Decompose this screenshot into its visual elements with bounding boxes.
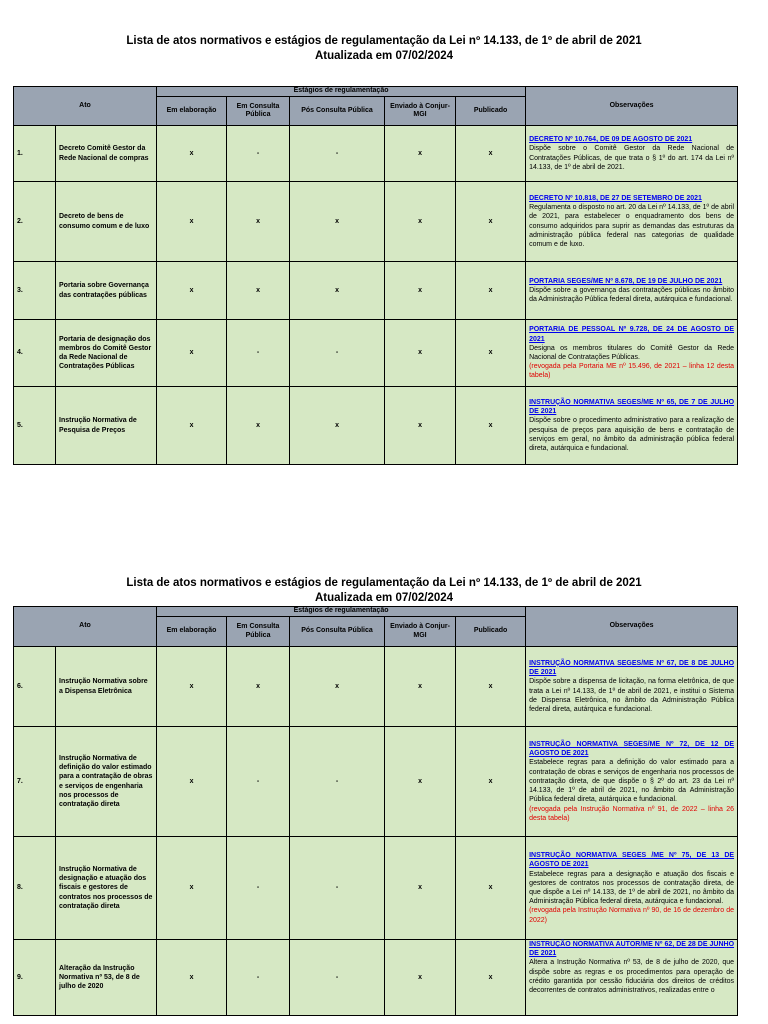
table-row <box>14 320 738 387</box>
stage-mark: x <box>385 387 456 465</box>
stage-mark: - <box>290 940 385 1016</box>
stage-mark: x <box>157 837 227 940</box>
observation-text: Regulamenta o disposto no art. 20 da Lei nº 14.133, de 1º de abril de 2021, para estabelecer o enquadramento dos bens de consumo adquiridos para suprir as demandas das estruturas da administração pública federal nas categorias de qualidade comum e de luxo. <box>529 204 735 248</box>
observation-cell <box>526 647 738 727</box>
stage-mark: x <box>157 940 227 1016</box>
observation-text: Estabelece regras para a designação e atuação dos fiscais e gestores de contratos nos processos de contratação direta, de que dispõe a Lei nº 14.133, de 1º de abril de 2021, no âmbito da Administração Pública federal direta, autárquica e fundacional. <box>529 870 735 906</box>
stage-mark: x <box>290 182 385 262</box>
observation-text: Altera a Instrução Normativa nº 53, de 8 de julho de 2020, que dispõe sobre as regras e os procedimentos para operação de crédito garantida por cessão fiduciária dos direitos de créditos decorrentes de contratos administrativos, realizadas entre o <box>529 959 735 995</box>
regulation-table-1 <box>13 86 738 465</box>
observation-text: Designa os membros titulares do Comitê Gestor da Rede Nacional de Contratações Públicas. <box>529 344 735 361</box>
row-number: 6. <box>14 647 56 727</box>
row-number: 3. <box>14 262 56 320</box>
observation-cell <box>526 126 738 182</box>
stage-mark: x <box>385 126 456 182</box>
header-stage: Enviado à Conjur-MGI <box>385 617 456 647</box>
stage-mark: x <box>456 387 526 465</box>
observation-cell <box>526 727 738 837</box>
stage-mark: - <box>227 837 290 940</box>
ato-name: Instrução Normativa sobre a Dispensa Eletrônica <box>56 647 157 727</box>
row-number: 4. <box>14 320 56 387</box>
stage-mark: x <box>157 647 227 727</box>
table-row <box>14 262 738 320</box>
stage-mark: x <box>456 647 526 727</box>
observation-text: Estabelece regras para a definição do valor estimado para a contratação de obras e serviços de engenharia nos processos de contratação direta, de que dispõe o § 2º do art. 23 da Lei nº 14.133, de 1º de abril de 2021, no âmbito da Administração Pública federal direta, autárquica e fundacional. <box>529 759 735 804</box>
act-link[interactable]: PORTARIA DE PESSOAL Nº 9.728, DE 24 DE AGOSTO DE 2021 <box>529 326 735 343</box>
header-observacoes: Observações <box>526 607 738 647</box>
stage-mark: x <box>290 647 385 727</box>
observation-cell <box>526 262 738 320</box>
header-stage: Pós Consulta Pública <box>290 617 385 647</box>
observation-cell <box>526 320 738 387</box>
header-stages-group: Estágios de regulamentação <box>157 607 526 617</box>
stage-mark: x <box>456 126 526 182</box>
act-link[interactable]: INSTRUÇÃO NORMATIVA SEGES/ME Nº 65, DE 7 DE JULHO DE 2021 <box>529 398 735 416</box>
stage-mark: - <box>290 126 385 182</box>
stage-mark: x <box>385 647 456 727</box>
row-number: 7. <box>14 727 56 837</box>
stage-mark: x <box>157 387 227 465</box>
ato-name: Decreto Comitê Gestor da Rede Nacional de compras <box>56 126 157 182</box>
stage-mark: x <box>385 182 456 262</box>
act-link[interactable]: DECRETO Nº 10.764, DE 09 DE AGOSTO DE 2021 <box>529 136 693 144</box>
stage-mark: x <box>157 182 227 262</box>
row-number: 9. <box>14 940 56 1016</box>
header-stage: Pós Consulta Pública <box>290 97 385 126</box>
ato-name: Decreto de bens de consumo comum e de luxo <box>56 182 157 262</box>
header-ato: Ato <box>14 87 157 126</box>
header-stage: Enviado à Conjur-MGI <box>385 97 456 126</box>
row-number: 8. <box>14 837 56 940</box>
stage-mark: x <box>290 262 385 320</box>
stage-mark: x <box>227 182 290 262</box>
observation-text: Dispõe sobre o procedimento administrativo para a realização de pesquisa de preços para aquisição de bens e contratação de serviços em geral, no âmbito da administração pública federal direta, autárquica e fundacional. <box>529 417 735 452</box>
table-row <box>14 182 738 262</box>
ato-name: Alteração da Instrução Normativa nº 53, de 8 de julho de 2020 <box>56 940 157 1016</box>
stage-mark: - <box>227 320 290 387</box>
header-stages-group: Estágios de regulamentação <box>157 87 526 97</box>
act-link[interactable]: INSTRUÇÃO NORMATIVA AUTOR/ME Nº 62, DE 28 DE JUNHO DE 2021 <box>529 941 735 958</box>
stage-mark: - <box>290 727 385 837</box>
stage-mark: x <box>157 320 227 387</box>
stage-mark: x <box>456 837 526 940</box>
observation-cell <box>526 940 738 1016</box>
act-link[interactable]: PORTARIA SEGES/ME Nº 8.678, DE 19 DE JULHO DE 2021 <box>529 277 723 285</box>
revocation-note: (revogada pela Instrução Normativa nº 90, de 16 de dezembro de 2022) <box>529 907 735 924</box>
observation-cell <box>526 837 738 940</box>
observation-cell <box>526 182 738 262</box>
table-row <box>14 387 738 465</box>
header-stage: Em elaboração <box>157 617 227 647</box>
header-observacoes: Observações <box>526 87 738 126</box>
stage-mark: x <box>157 727 227 837</box>
table-row <box>14 126 738 182</box>
row-number: 1. <box>14 126 56 182</box>
stage-mark: x <box>385 320 456 387</box>
stage-mark: x <box>157 262 227 320</box>
revocation-note: (revogada pela Instrução Normativa nº 91, de 2022 – linha 26 desta tabela) <box>529 805 735 822</box>
observation-text: Dispõe sobre o Comitê Gestor da Rede Nacional de Contratações Públicas, de que trata o § 1º do art. 174 da Lei nº 14.133, de 1º de abril de 2021. <box>529 145 735 171</box>
title-line-2: Atualizada em 07/02/2024 <box>314 592 454 604</box>
stage-mark: x <box>385 940 456 1016</box>
stage-mark: x <box>385 837 456 940</box>
stage-mark: x <box>227 647 290 727</box>
stage-mark: x <box>456 182 526 262</box>
regulation-table-2 <box>13 606 738 1016</box>
act-link[interactable]: INSTRUÇÃO NORMATIVA SEGES /ME Nº 75, DE 13 DE AGOSTO DE 2021 <box>529 852 735 869</box>
header-stage: Publicado <box>456 97 526 126</box>
title-line-1: Lista de atos normativos e estágios de regulamentação da Lei nº 14.133, de 1º de abril de 2021 <box>126 577 642 589</box>
ato-name: Instrução Normativa de Pesquisa de Preços <box>56 387 157 465</box>
title-line-1: Lista de atos normativos e estágios de regulamentação da Lei nº 14.133, de 1º de abril de 2021 <box>126 35 642 47</box>
stage-mark: - <box>290 320 385 387</box>
ato-name: Instrução Normativa de definição do valor estimado para a contratação de obras e serviços de engenharia nos processos de contratação direta <box>56 727 157 837</box>
stage-mark: - <box>227 727 290 837</box>
stage-mark: x <box>456 262 526 320</box>
table-row <box>14 837 738 940</box>
title-line-2: Atualizada em 07/02/2024 <box>314 50 454 62</box>
stage-mark: x <box>290 387 385 465</box>
act-link[interactable]: INSTRUÇÃO NORMATIVA SEGES/ME Nº 72, DE 12 DE AGOSTO DE 2021 <box>529 741 735 758</box>
act-link[interactable]: DECRETO Nº 10.818, DE 27 DE SETEMBRO DE 2021 <box>529 194 702 202</box>
ato-name: Portaria de designação dos membros do Comitê Gestor da Rede Nacional de Contratações Públicas <box>56 320 157 387</box>
table-row <box>14 727 738 837</box>
table-row <box>14 940 738 1016</box>
header-stage: Em Consulta Pública <box>227 617 290 647</box>
stage-mark: - <box>290 837 385 940</box>
header-stage: Em elaboração <box>157 97 227 126</box>
stage-mark: - <box>227 940 290 1016</box>
header-stage: Em Consulta Pública <box>227 97 290 126</box>
stage-mark: x <box>157 126 227 182</box>
header-stage: Publicado <box>456 617 526 647</box>
stage-mark: x <box>456 320 526 387</box>
observation-text: Dispõe sobre a governança das contratações públicas no âmbito da Administração Pública federal direta, autárquica e fundacional. <box>529 286 735 304</box>
observation-text: Dispõe sobre a dispensa de licitação, na forma eletrônica, de que trata a Lei nº 14.133, de 1º de abril de 2021, e institui o Sistema de Dispensa Eletrônica, no âmbito da Administração Pública federal direta, autárquica e fundacional. <box>529 678 735 713</box>
stage-mark: - <box>227 126 290 182</box>
table-row <box>14 647 738 727</box>
act-link[interactable]: INSTRUÇÃO NORMATIVA SEGES/ME Nº 67, DE 8 DE JULHO DE 2021 <box>529 659 735 677</box>
row-number: 5. <box>14 387 56 465</box>
stage-mark: x <box>456 940 526 1016</box>
stage-mark: x <box>456 727 526 837</box>
header-ato: Ato <box>14 607 157 647</box>
revocation-note: (revogada pela Portaria ME nº 15.496, de 2021 – linha 12 desta tabela) <box>529 363 735 380</box>
stage-mark: x <box>385 727 456 837</box>
observation-cell <box>526 387 738 465</box>
page-title <box>0 34 768 64</box>
ato-name: Instrução Normativa de designação e atuação dos fiscais e gestores de contratos nos processos de contratação direta <box>56 837 157 940</box>
stage-mark: x <box>385 262 456 320</box>
row-number: 2. <box>14 182 56 262</box>
stage-mark: x <box>227 262 290 320</box>
page-title <box>0 576 768 606</box>
ato-name: Portaria sobre Governança das contratações públicas <box>56 262 157 320</box>
stage-mark: x <box>227 387 290 465</box>
